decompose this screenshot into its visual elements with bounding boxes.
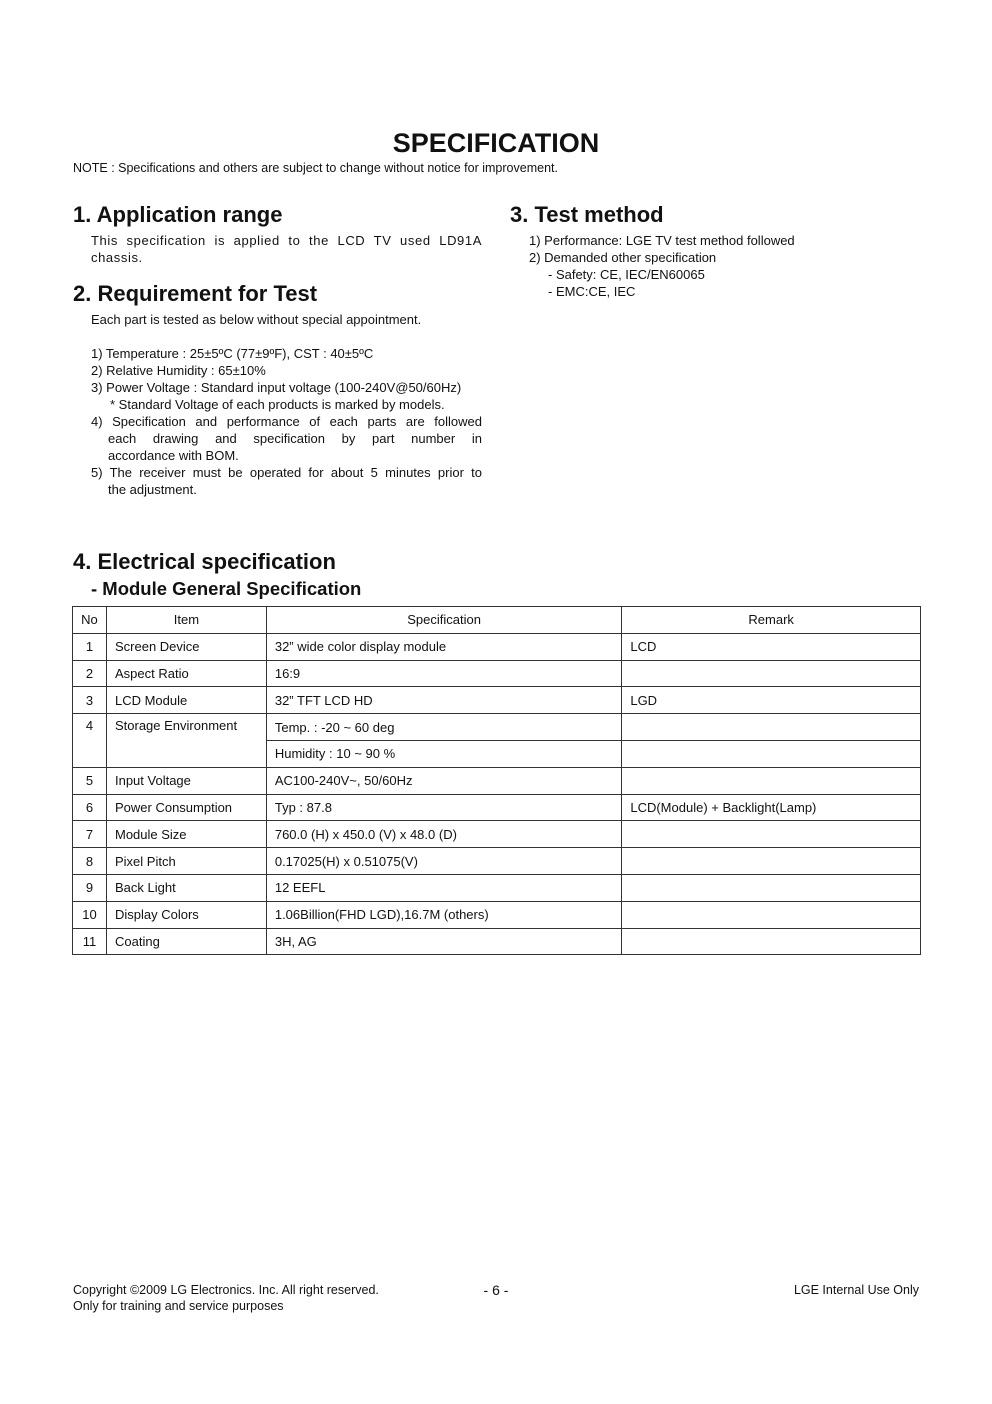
page-title: SPECIFICATION [392, 128, 600, 158]
footer-purpose: Only for training and service purposes [73, 1299, 284, 1313]
test-method-item: 1) Performance: LGE TV test method followed [529, 233, 795, 248]
row-remark [622, 714, 921, 741]
table-row [73, 928, 921, 955]
table-row [73, 848, 921, 875]
row-remark [622, 928, 921, 955]
row-spec: 16:9 [266, 660, 622, 687]
requirement-item: * Standard Voltage of each products is marked by models. [110, 397, 445, 412]
row-no: 10 [73, 901, 107, 928]
table-row [73, 794, 921, 821]
row-spec: Temp. : -20 ~ 60 deg [266, 714, 622, 741]
row-no: 6 [73, 794, 107, 821]
row-no: 5 [73, 767, 107, 794]
row-no: 2 [73, 660, 107, 687]
row-no: 9 [73, 874, 107, 901]
row-remark [622, 767, 921, 794]
requirement-item: 4) Specification and performance of each parts are followed [91, 414, 482, 429]
section-electrical-heading: 4. Electrical specification [73, 549, 336, 574]
row-item: Pixel Pitch [106, 848, 266, 875]
footer-internal-use: LGE Internal Use Only [793, 1283, 919, 1297]
requirement-intro: Each part is tested as below without special appointment. [91, 312, 422, 327]
requirement-item: 3) Power Voltage : Standard input voltage (100-240V@50/60Hz) [91, 380, 462, 395]
row-remark: LCD(Module) + Backlight(Lamp) [622, 794, 921, 821]
requirement-item: 1) Temperature : 25±5ºC (77±9ºF), CST : 40±5ºC [91, 346, 374, 361]
row-item: Coating [106, 928, 266, 955]
row-spec: 3H, AG [266, 928, 622, 955]
row-no: 3 [73, 687, 107, 714]
column-header-item: Item [106, 607, 266, 634]
table-row [73, 660, 921, 687]
table-row [73, 714, 921, 741]
test-method-item: - Safety: CE, IEC/EN60065 [548, 267, 705, 282]
row-remark [622, 821, 921, 848]
requirement-item: accordance with BOM. [108, 448, 239, 463]
row-item: Power Consumption [106, 794, 266, 821]
row-item: LCD Module [106, 687, 266, 714]
column-header-remark: Remark [622, 607, 921, 634]
row-remark [622, 848, 921, 875]
page-number: - 6 - [483, 1282, 509, 1298]
row-spec: 12 EEFL [266, 874, 622, 901]
test-method-item: - EMC:CE, IEC [548, 284, 636, 299]
module-spec-subheading: - Module General Specification [91, 578, 362, 599]
table-row [73, 821, 921, 848]
module-spec-table [72, 606, 921, 955]
row-spec: 0.17025(H) x 0.51075(V) [266, 848, 622, 875]
test-method-item: 2) Demanded other specification [529, 250, 717, 265]
row-remark: LGD [622, 687, 921, 714]
row-item: Back Light [106, 874, 266, 901]
row-item: Module Size [106, 821, 266, 848]
application-range-text: This specification is applied to the LCD TV used LD91A chassis. [91, 233, 482, 265]
note-text: NOTE : Specifications and others are subject to change without notice for improvement. [73, 161, 558, 175]
row-item: Aspect Ratio [106, 660, 266, 687]
row-no: 4 [73, 714, 107, 768]
row-remark: LCD [622, 633, 921, 660]
section-test-method-heading: 3. Test method [510, 202, 664, 227]
table-header-row [73, 607, 921, 634]
footer-copyright: Copyright ©2009 LG Electronics. Inc. All right reserved. [73, 1283, 379, 1297]
row-item: Storage Environment [106, 714, 266, 768]
table-row [73, 901, 921, 928]
row-item: Screen Device [106, 633, 266, 660]
column-header-specification: Specification [266, 607, 622, 634]
table-row [73, 874, 921, 901]
row-remark [622, 901, 921, 928]
row-spec: Humidity : 10 ~ 90 % [266, 740, 622, 767]
row-spec: Typ : 87.8 [266, 794, 622, 821]
row-spec: 760.0 (H) x 450.0 (V) x 48.0 (D) [266, 821, 622, 848]
row-no: 11 [73, 928, 107, 955]
row-spec: 1.06Billion(FHD LGD),16.7M (others) [266, 901, 622, 928]
row-spec: 32” TFT LCD HD [266, 687, 622, 714]
row-spec: AC100-240V~, 50/60Hz [266, 767, 622, 794]
row-no: 1 [73, 633, 107, 660]
row-no: 8 [73, 848, 107, 875]
column-header-no: No [73, 607, 107, 634]
table-row [73, 767, 921, 794]
requirement-item: 2) Relative Humidity : 65±10% [91, 363, 266, 378]
row-remark [622, 660, 921, 687]
row-item: Input Voltage [106, 767, 266, 794]
row-no: 7 [73, 821, 107, 848]
row-item: Display Colors [106, 901, 266, 928]
row-remark [622, 740, 921, 767]
section-application-range-heading: 1. Application range [73, 202, 283, 227]
requirement-item: the adjustment. [108, 482, 197, 497]
row-remark [622, 874, 921, 901]
requirement-item: 5) The receiver must be operated for about 5 minutes prior to [91, 465, 482, 480]
table-row [73, 687, 921, 714]
section-requirement-heading: 2. Requirement for Test [73, 281, 318, 306]
table-row [73, 633, 921, 660]
requirement-item: each drawing and specification by part number in [108, 431, 482, 446]
row-spec: 32” wide color display module [266, 633, 622, 660]
